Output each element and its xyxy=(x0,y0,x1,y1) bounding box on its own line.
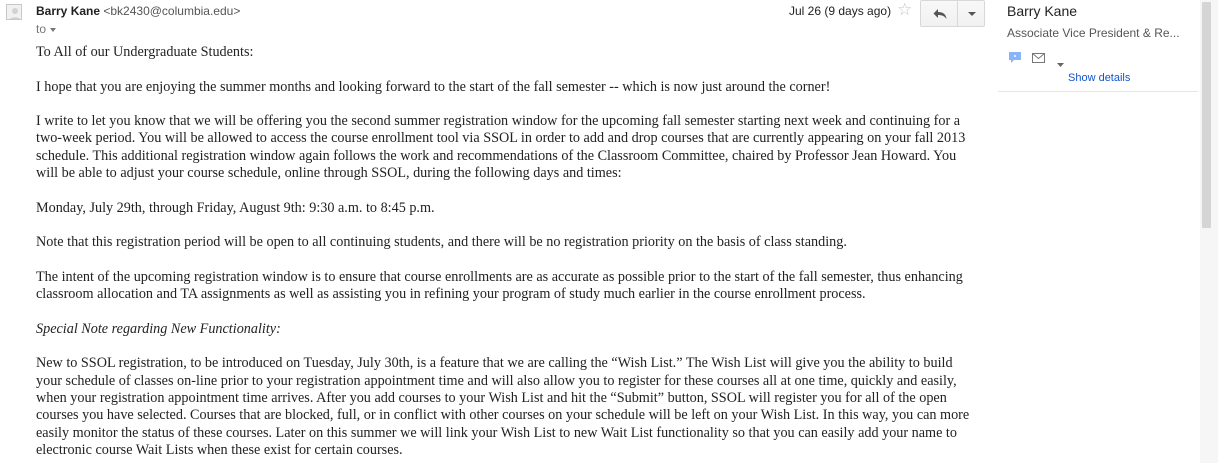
reply-arrow-icon xyxy=(933,8,947,20)
salutation: To All of our Undergraduate Students: xyxy=(36,44,254,60)
sender-avatar xyxy=(6,4,22,20)
special-note-heading: Special Note regarding New Functionality: xyxy=(36,320,281,337)
body-paragraph: The intent of the upcoming registration window is to ensure that course enrollments are as accurate as possible prior to the start of the fall semester, thus enhancing classroom allocation and TA assignments as well as assisting you in refining your program of study much earlier in the course enrollment process. xyxy=(36,268,963,303)
body-paragraph: New to SSOL registration, to be introduced on Tuesday, July 30th, is a feature that we are calling the “Wish List.” The Wish List will give you the ability to build your schedule of classes on-line prior to your registration appointment time and will also allow you to register for these courses all at one time, quickly and easily, when your registration appointment time arrives. After you add courses to your Wish List and hit the “Submit” button, SSOL will register you for all of the open courses you have selected. Courses that are blocked, full, or in conflict with other courses on your schedule will be left on your Wish List. In this way, you can more easily monitor the status of these courses. Later on this summer we will link your Wish List to new Wait List functionality so that you can easily add your name to electronic course Wait Lists when these exist for certain courses. xyxy=(36,355,970,458)
sender-name[interactable]: Barry Kane xyxy=(36,4,101,18)
contact-name[interactable]: Barry Kane xyxy=(1007,3,1078,19)
message-body xyxy=(36,44,980,463)
chat-bubble-icon[interactable] xyxy=(1009,50,1021,68)
more-actions-button[interactable] xyxy=(957,0,985,27)
envelope-icon[interactable] xyxy=(1032,50,1045,68)
body-paragraph: I write to let you know that we will be offering you the second summer registration window for the upcoming fall semester starting next week and continuing for a two-week period. You will be allowed to access the course enrollment tool via SSOL in order to add and drop courses that are currently appearing on your fall 2013 schedule. This additional registration window again follows the work and recommendations of the Classroom Committee, chaired by Professor Jean Howard. You will be able to adjust your course schedule, online through SSOL, during the following days and times: xyxy=(36,113,966,182)
person-avatar-icon xyxy=(7,5,22,20)
contact-card xyxy=(998,0,1198,92)
contact-title: Associate Vice President & Re... xyxy=(1007,26,1180,40)
star-icon[interactable]: ☆ xyxy=(897,0,913,19)
sender-line xyxy=(36,4,240,18)
chevron-down-icon xyxy=(50,28,56,32)
to-label: to xyxy=(36,22,47,36)
message-date: Jul 26 (9 days ago) xyxy=(789,4,892,18)
chevron-down-icon xyxy=(968,12,976,16)
sender-email: <bk2430@columbia.edu> xyxy=(103,4,241,18)
reply-button[interactable] xyxy=(920,0,958,27)
recipients-toggle[interactable] xyxy=(36,22,56,36)
registration-dates: Monday, July 29th, through Friday, August 9th: 9:30 a.m. to 8:45 p.m. xyxy=(36,199,435,216)
scrollbar-thumb[interactable] xyxy=(1202,2,1211,228)
chevron-down-icon[interactable] xyxy=(1057,55,1064,73)
show-details-link[interactable]: Show details xyxy=(1068,72,1131,84)
body-paragraph: Note that this registration period will be open to all continuing students, and there will be no registration priority on the basis of class standing. xyxy=(36,234,847,251)
body-paragraph: I hope that you are enjoying the summer months and looking forward to the start of the fall semester -- which is now just around the corner! xyxy=(36,78,831,95)
